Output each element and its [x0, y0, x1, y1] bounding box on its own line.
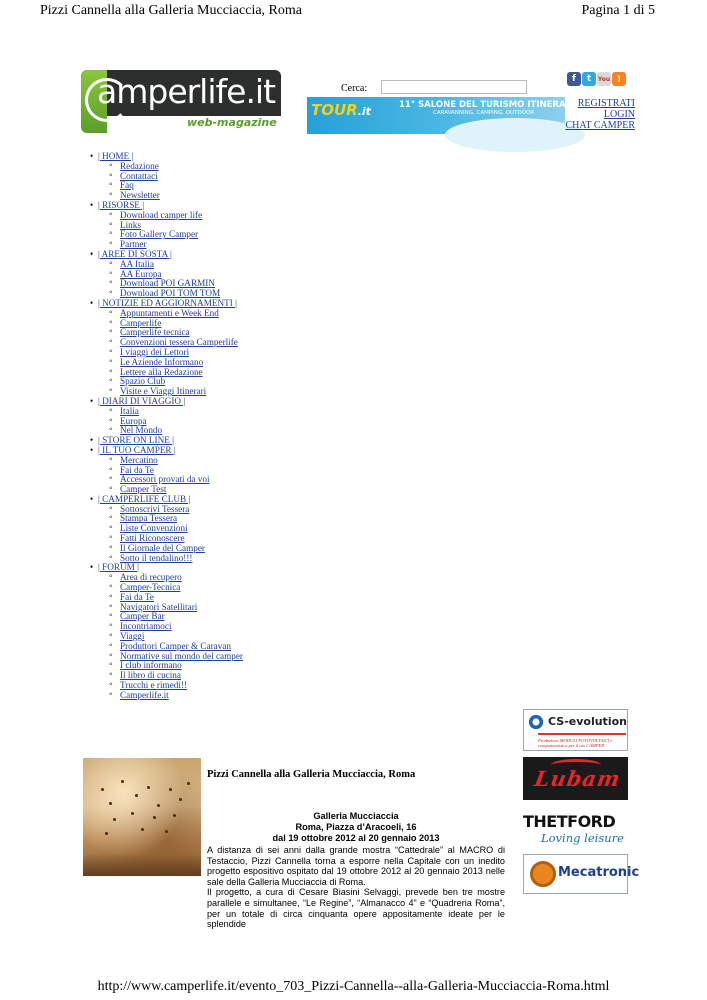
- nav-submenu-link[interactable]: Liste Convenzioni: [120, 523, 188, 534]
- nav-submenu-link[interactable]: I club informano: [120, 660, 182, 671]
- artwork-dot: [147, 786, 150, 789]
- nav-submenu-link[interactable]: Fai da Te: [120, 464, 154, 475]
- artwork-dot: [187, 782, 190, 785]
- nav-submenu-link[interactable]: Partner: [120, 239, 147, 250]
- nav-submenu-link[interactable]: Viaggi: [120, 631, 145, 642]
- nav-submenu-link[interactable]: Fatti Riconoscere: [120, 533, 185, 544]
- social-icons: [567, 72, 626, 86]
- search-input[interactable]: [381, 80, 527, 94]
- article-meta: [207, 811, 505, 844]
- nav-section-link[interactable]: | RISORSE |: [98, 199, 145, 210]
- nav-submenu: [98, 162, 243, 201]
- cs-evolution-divider: [538, 733, 626, 735]
- nav-submenu-link[interactable]: Produttori Camper & Caravan: [120, 640, 231, 651]
- thetford-ad[interactable]: [523, 810, 628, 848]
- main-navigation: [88, 152, 243, 701]
- mecatronic-name: Mecatronic: [558, 865, 640, 880]
- nav-submenu-link[interactable]: Download POI GARMIN: [120, 278, 215, 289]
- site-logo[interactable]: [81, 70, 281, 133]
- article-paragraph: A distanza di sei anni dalla grande mostra “Cattedrale” al MACRO di Testaccio, Pizzi Cannella torna a esporre nella Capitale con un inedito progetto espositivo ospitato dal 19 ottobre 2012 al 20 gennaio 2013 nelle sale della Galleria Mucciaccia di Roma.: [207, 845, 505, 887]
- nav-submenu-link[interactable]: Stampa Tessera: [120, 513, 178, 524]
- nav-section: [88, 299, 243, 397]
- nav-section: [88, 397, 243, 436]
- mecatronic-logo-icon: [530, 861, 556, 887]
- article-venue: Galleria Mucciaccia: [313, 811, 399, 821]
- article-paragraph: Il progetto, a cura di Cesare Biasini Selvaggi, prevede ben tre mostre parallele e simultanee, “Le Regine”, “Almanacco 4” e “Quadreria Roma”, per un totale di circa cinquanta opere appositamente ideate per le splendide: [207, 887, 505, 930]
- artwork-dot: [165, 830, 168, 833]
- login-link[interactable]: LOGIN: [603, 109, 635, 120]
- nav-submenu-link[interactable]: Visite e Viaggi Itinerari: [120, 386, 207, 397]
- nav-submenu: [98, 211, 243, 250]
- article-dates: dal 19 ottobre 2012 al 20 gennaio 2013: [272, 833, 440, 843]
- page-number: Pagina 1 di 5: [581, 3, 655, 18]
- cs-evolution-ad[interactable]: [523, 709, 628, 751]
- artwork-dot: [179, 798, 182, 801]
- artwork-dot: [121, 780, 124, 783]
- nav-submenu-link[interactable]: Redazione: [120, 160, 159, 171]
- user-links: [565, 98, 635, 131]
- artwork-dot: [153, 816, 156, 819]
- facebook-icon[interactable]: f: [567, 72, 581, 86]
- nav-submenu: [98, 505, 243, 564]
- artwork-dot: [135, 794, 138, 797]
- logo-text-main: amperlife.it: [97, 72, 276, 111]
- artwork-dot: [169, 788, 172, 791]
- article-address: Roma, Piazza d’Aracoeli, 16: [295, 822, 417, 832]
- nav-submenu-link[interactable]: Italia: [120, 405, 139, 416]
- tourit-banner[interactable]: [307, 97, 585, 134]
- nav-submenu-link[interactable]: Appuntamenti e Week End: [120, 307, 219, 318]
- banner-title: 11° SALONE DEL TURISMO ITINERANTE: [399, 100, 585, 110]
- nav-submenu: [98, 260, 243, 299]
- nav-submenu-link[interactable]: Le Aziende Informano: [120, 356, 204, 367]
- nav-submenu-link[interactable]: Mercatino: [120, 454, 158, 465]
- artwork-dot: [157, 804, 160, 807]
- artwork-dot: [101, 788, 104, 791]
- nav-submenu: [98, 407, 243, 436]
- rss-icon[interactable]: ): [612, 72, 626, 86]
- nav-submenu-link[interactable]: Normative sul mondo del camper: [120, 650, 243, 661]
- chat-camper-link[interactable]: CHAT CAMPER: [565, 120, 635, 131]
- nav-submenu-link[interactable]: Nel Mondo: [120, 425, 163, 436]
- banner-subtitle: CARAVANNING, CAMPING, OUTDOOR: [433, 110, 535, 116]
- nav-section-link[interactable]: | AREE DI SOSTA |: [98, 248, 172, 259]
- search-label: Cerca:: [341, 83, 368, 94]
- nav-submenu-link[interactable]: Sottoscrivi Tessera: [120, 503, 190, 514]
- lubam-ad[interactable]: [523, 757, 628, 800]
- banner-logo-text: TOUR: [311, 101, 358, 119]
- cs-evolution-logo-icon: [528, 714, 544, 730]
- nav-submenu-link[interactable]: Sotto il tendalino!!!: [120, 552, 193, 563]
- nav-submenu-link[interactable]: Il Giornale del Camper: [120, 542, 205, 553]
- nav-submenu-link[interactable]: Newsletter: [120, 190, 160, 201]
- nav-submenu-link[interactable]: Download POI TOM TOM: [120, 288, 221, 299]
- artwork-dot: [141, 828, 144, 831]
- nav-section-link[interactable]: | HOME |: [98, 151, 134, 161]
- banner-logo: [311, 101, 371, 119]
- nav-section-link[interactable]: | DIARI DI VIAGGIO |: [98, 395, 186, 406]
- nav-submenu-link[interactable]: Il libro di cucina: [120, 670, 181, 681]
- nav-section: [88, 495, 243, 564]
- logo-subtitle: web-magazine: [187, 116, 277, 129]
- nav-submenu-link[interactable]: Download camper life: [120, 209, 203, 220]
- nav-submenu-link[interactable]: Contattaci: [120, 170, 158, 181]
- print-footer-url: http://www.camperlife.it/evento_703_Pizzi-Cannella--alla-Galleria-Mucciaccia-Roma.html: [97, 979, 610, 994]
- nav-section: [88, 446, 243, 495]
- twitter-icon[interactable]: t: [582, 72, 596, 86]
- banner-hill-graphic: [445, 118, 585, 152]
- print-header: [40, 3, 655, 21]
- nav-section: [88, 201, 243, 250]
- nav-section: [88, 563, 243, 700]
- nav-submenu-link[interactable]: Camperlife.it: [120, 689, 169, 700]
- nav-submenu-link[interactable]: Camperlife tecnica: [120, 327, 190, 338]
- nav-submenu-link[interactable]: Accessori provati da voi: [120, 474, 210, 485]
- nav-submenu-link[interactable]: Faq: [120, 180, 134, 191]
- article-body: [207, 845, 505, 930]
- artwork-dot: [109, 802, 112, 805]
- nav-submenu: [98, 309, 243, 397]
- nav-submenu-link[interactable]: Europa: [120, 415, 147, 426]
- nav-submenu: [98, 456, 243, 495]
- nav-submenu-link[interactable]: Camperlife: [120, 317, 162, 328]
- nav-submenu-link[interactable]: Convenzioni tessera Camperlife: [120, 337, 238, 348]
- nav-submenu-item: [120, 691, 243, 701]
- nav-submenu: [98, 573, 243, 700]
- artwork-image: [83, 758, 201, 876]
- nav-section-link[interactable]: | CAMPERLIFE CLUB |: [98, 493, 191, 504]
- nav-submenu-link[interactable]: Lettere alla Redazione: [120, 366, 203, 377]
- nav-section: [88, 250, 243, 299]
- nav-section: [88, 152, 243, 201]
- nav-submenu-link[interactable]: Incontriamoci: [120, 621, 172, 632]
- nav-submenu-link[interactable]: AA Europa: [120, 268, 162, 279]
- mecatronic-ad[interactable]: [523, 854, 640, 894]
- banner-logo-suffix: .it: [357, 105, 371, 118]
- cs-evolution-tagline: Produzione MODULI FOTOVOLTAICI e componentistica per il tuo CAMPER: [538, 738, 613, 748]
- nav-submenu-link[interactable]: I viaggi dei Lettori: [120, 346, 190, 357]
- logo-text: [97, 72, 275, 111]
- nav-submenu-link[interactable]: Camper Bar: [120, 611, 165, 622]
- article-title: Pizzi Cannella alla Galleria Mucciaccia, Roma: [207, 769, 416, 780]
- nav-submenu-link[interactable]: Links: [120, 219, 141, 230]
- nav-submenu-link[interactable]: Trucchi e rimedi!!: [120, 680, 188, 691]
- artwork-dot: [113, 818, 116, 821]
- artwork-image-shade: [83, 854, 201, 876]
- nav-submenu-link[interactable]: Foto Gallery Camper: [120, 229, 199, 240]
- nav-section-link[interactable]: | FORUM |: [98, 562, 139, 573]
- artwork-dot: [105, 832, 108, 835]
- nav-submenu-link[interactable]: Navigatori Satellitari: [120, 601, 198, 612]
- nav-section-link[interactable]: | NOTIZIE ED AGGIORNAMENTI |: [98, 297, 237, 308]
- nav-submenu-link[interactable]: Area di recupero: [120, 572, 182, 583]
- thetford-tagline: Loving leisure: [541, 831, 624, 845]
- register-link[interactable]: REGISTRATI: [577, 98, 635, 109]
- nav-submenu-link[interactable]: Fai da Te: [120, 591, 154, 602]
- nav-section-link[interactable]: | STORE ON LINE |: [98, 435, 174, 446]
- nav-submenu-link[interactable]: Camper-Tecnica: [120, 582, 181, 593]
- cs-evolution-name: CS-evolution: [548, 715, 627, 728]
- nav-submenu-link[interactable]: Camper Test: [120, 484, 167, 495]
- thetford-name: THETFORD: [523, 812, 616, 831]
- lubam-name: Lubam: [532, 766, 623, 791]
- nav-submenu-item: [120, 172, 243, 182]
- artwork-dot: [173, 814, 176, 817]
- print-title: Pizzi Cannella alla Galleria Mucciaccia, Roma: [40, 3, 302, 18]
- nav-submenu-link[interactable]: Spazio Club: [120, 376, 166, 387]
- youtube-icon[interactable]: You: [597, 72, 611, 86]
- artwork-dot: [131, 812, 134, 815]
- nav-section-link[interactable]: | IL TUO CAMPER |: [98, 444, 176, 455]
- nav-submenu-link[interactable]: AA Italia: [120, 258, 154, 269]
